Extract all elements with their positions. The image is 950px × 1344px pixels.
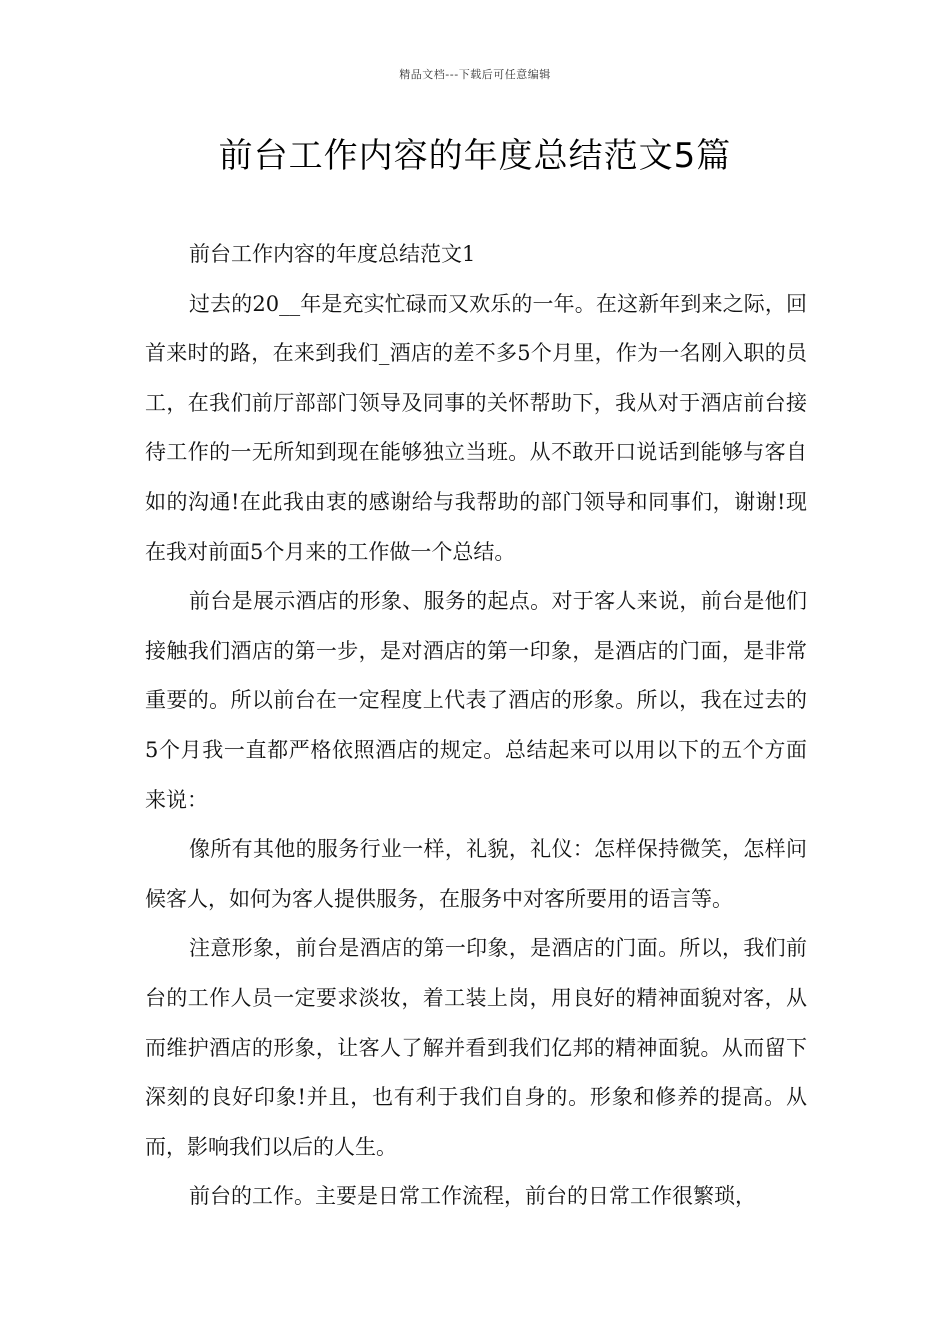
document-title: 前台工作内容的年度总结范文5篇 bbox=[218, 136, 732, 176]
paragraph: 前台是展示酒店的形象、服务的起点。对于客人来说，前台是他们接触我们酒店的第一步，是对酒店的第一印象，是酒店的门面，是非常重要的。所以前台在一定程度上代表了酒店的形象。所以，我在过去的5个月我一直都严格依照酒店的规定。总结起来可以用以下的五个方面来说： bbox=[145, 589, 807, 812]
document-body bbox=[145, 230, 807, 1222]
paragraph: 注意形象，前台是酒店的第一印象，是酒店的门面。所以，我们前台的工作人员一定要求淡妆，着工装上岗，用良好的精神面貌对客，从而维护酒店的形象，让客人了解并看到我们亿邦的精神面貌。从而留下深刻的良好印象!并且，也有利于我们自身的。形象和修养的提高。从而，影响我们以后的人生。 bbox=[145, 936, 807, 1159]
paragraph: 过去的20__年是充实忙碌而又欢乐的一年。在这新年到来之际，回首来时的路，在来到我们_酒店的差不多5个月里，作为一名刚入职的员工，在我们前厅部部门领导及同事的关怀帮助下，我从对于酒店前台接待工作的一无所知到现在能够独立当班。从不敢开口说话到能够与客自如的沟通!在此我由衷的感谢给与我帮助的部门领导和同事们，谢谢!现在我对前面5个月来的工作做一个总结。 bbox=[145, 291, 807, 564]
paragraph: 前台的工作。主要是日常工作流程，前台的日常工作很繁琐， bbox=[189, 1184, 756, 1209]
header-note: 精品文档---下载后可任意编辑 bbox=[399, 68, 551, 81]
paragraph: 像所有其他的服务行业一样，礼貌，礼仪：怎样保持微笑，怎样问候客人，如何为客人提供服务，在服务中对客所要用的语言等。 bbox=[145, 837, 807, 911]
section-heading: 前台工作内容的年度总结范文1 bbox=[189, 242, 476, 266]
